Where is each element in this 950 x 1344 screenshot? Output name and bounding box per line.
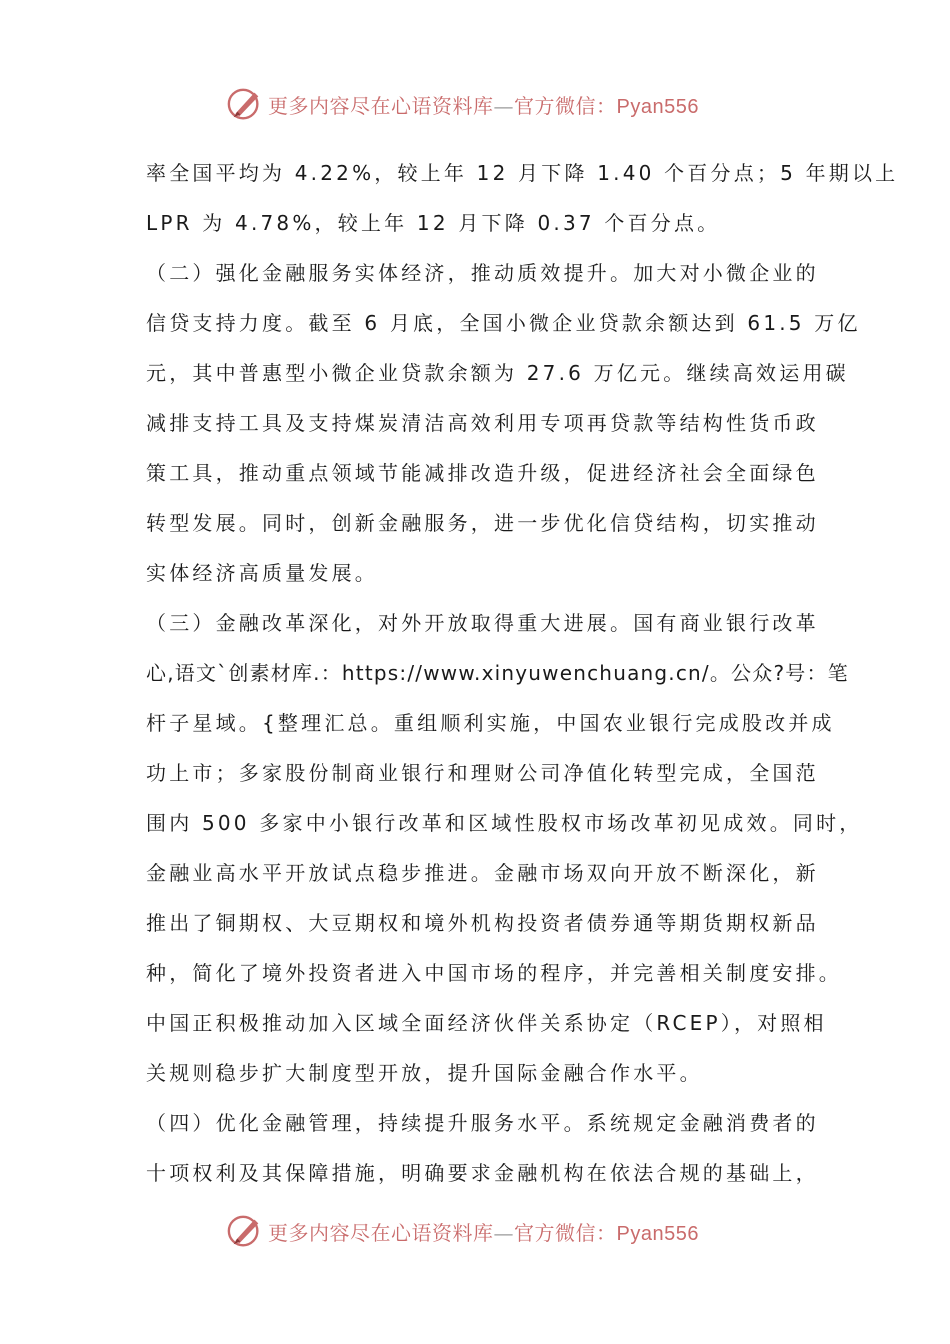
body-line: 杆子星域。{整理汇总。重组顺利实施，中国农业银行完成股改并成 <box>146 711 835 735</box>
body-line: 实体经济高质量发展。 <box>146 561 378 585</box>
header-banner <box>226 84 746 124</box>
body-line: 策工具，推动重点领域节能减排改造升级，促进经济社会全面绿色 <box>146 461 819 485</box>
header-banner-text <box>268 90 699 119</box>
header-wechat-id: Pyan556 <box>616 95 699 118</box>
footer-banner-dash: — <box>493 1220 514 1245</box>
pen-logo-icon <box>226 1212 264 1250</box>
body-line: 十项权利及其保障措施，明确要求金融机构在依法合规的基础上， <box>146 1161 819 1185</box>
header-wechat-label: 官方微信： <box>514 93 617 118</box>
body-line: 中国正积极推动加入区域全面经济伙伴关系协定（RCEP），对照相 <box>146 1011 827 1035</box>
body-line: 推出了铜期权、大豆期权和境外机构投资者债券通等期货期权新品 <box>146 911 819 935</box>
body-line: 围内 500 多家中小银行改革和区域性股权市场改革初见成效。同时， <box>146 811 863 835</box>
body-line: 率全国平均为 4.22%，较上年 12 月下降 1.40 个百分点；5 年期以上 <box>146 161 899 185</box>
body-line: 功上市；多家股份制商业银行和理财公司净值化转型完成，全国范 <box>146 761 819 785</box>
pen-logo-icon <box>226 85 264 123</box>
body-line: 种，简化了境外投资者进入中国市场的程序，并完善相关制度安排。 <box>146 961 842 985</box>
footer-wechat-label: 官方微信： <box>514 1220 617 1245</box>
body-line: 信贷支持力度。截至 6 月底，全国小微企业贷款余额达到 61.5 万亿 <box>146 311 861 335</box>
header-banner-dash: — <box>493 93 514 118</box>
body-line: （二）强化金融服务实体经济，推动质效提升。加大对小微企业的 <box>146 261 819 285</box>
header-banner-title: 更多内容尽在心语资料库 <box>268 93 494 118</box>
footer-banner <box>226 1211 746 1251</box>
body-line: LPR 为 4.78%，较上年 12 月下降 0.37 个百分点。 <box>146 211 721 235</box>
footer-banner-title: 更多内容尽在心语资料库 <box>268 1220 494 1245</box>
footer-banner-text <box>268 1217 699 1246</box>
body-line: 元，其中普惠型小微企业贷款余额为 27.6 万亿元。继续高效运用碳 <box>146 361 849 385</box>
body-line-watermark: 心,语文`创素材库.：https://www.xinyuwenchuang.cn/。公众?号：笔 <box>146 661 849 685</box>
body-line: 关规则稳步扩大制度型开放，提升国际金融合作水平。 <box>146 1061 703 1085</box>
body-line: 转型发展。同时，创新金融服务，进一步优化信贷结构，切实推动 <box>146 511 819 535</box>
body-line: 金融业高水平开放试点稳步推进。金融市场双向开放不断深化，新 <box>146 861 819 885</box>
body-line: （四）优化金融管理，持续提升服务水平。系统规定金融消费者的 <box>146 1111 819 1135</box>
footer-wechat-id: Pyan556 <box>616 1222 699 1245</box>
body-line: 减排支持工具及支持煤炭清洁高效利用专项再贷款等结构性货币政 <box>146 411 819 435</box>
document-body <box>146 148 899 1198</box>
body-line: （三）金融改革深化，对外开放取得重大进展。国有商业银行改革 <box>146 611 819 635</box>
